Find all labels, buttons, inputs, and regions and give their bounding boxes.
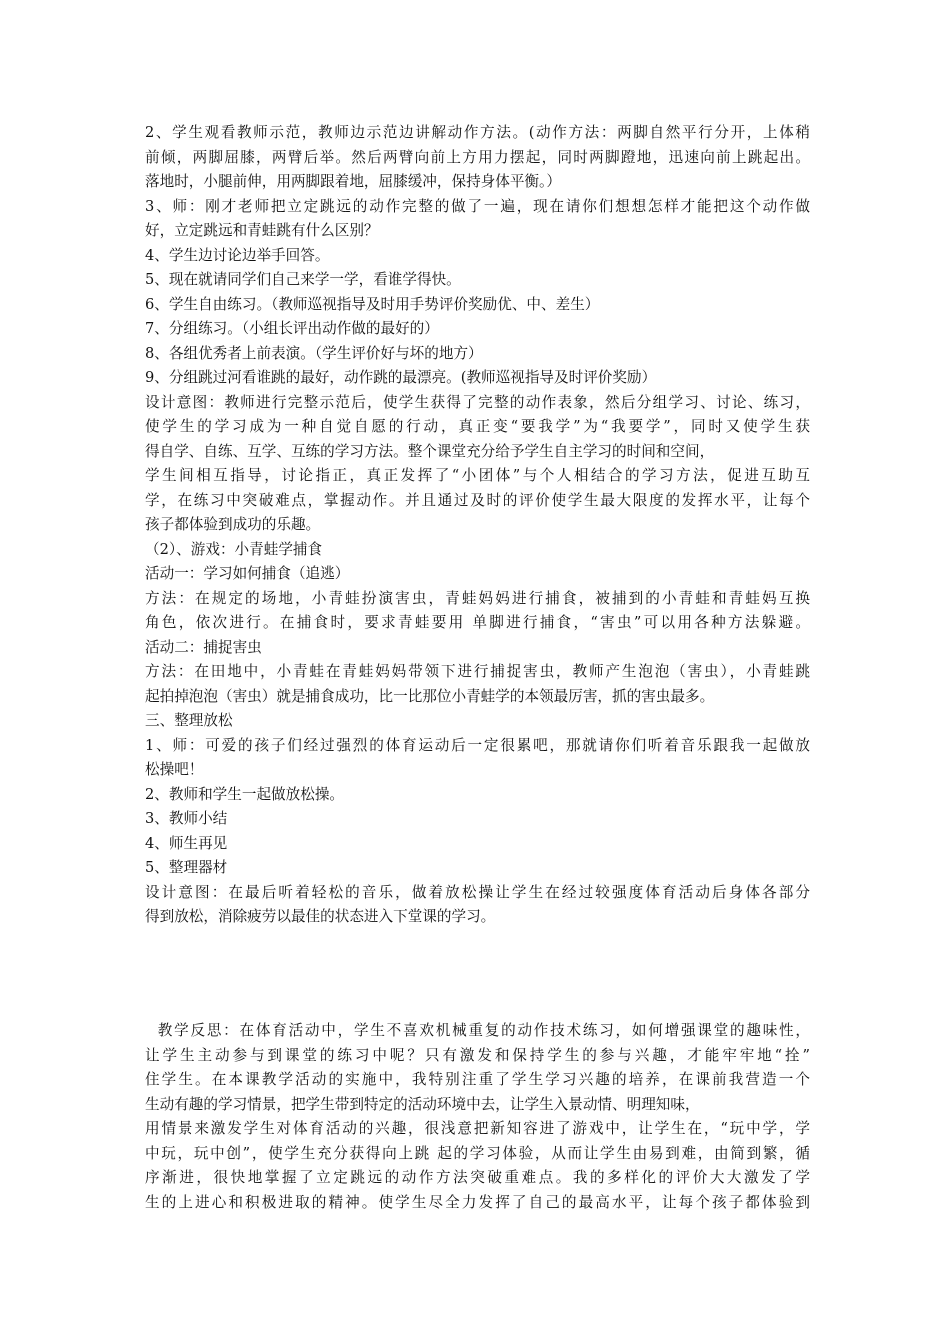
body-line: 得到放松，消除疲劳以最佳的状态进入下堂课的学习。 xyxy=(145,908,496,925)
body-line: 活动二：捕捉害虫 xyxy=(145,638,262,656)
body-line: 4、学生边讨论边举手回答。 xyxy=(145,246,330,264)
body-line: 设计意图：教师进行完整示范后，使学生获得了完整的动作表象，然后分组学习、讨论、练习， xyxy=(145,393,810,411)
body-line: 2、学生观看教师示范，教师边示范边讲解动作方法。(动作方法：两脚自然平行分开，上体稍 xyxy=(145,124,810,141)
body-line: 使学生的学习成为一种自觉自愿的行动，真正变“要我学”为“我要学”，同时又使学生获 xyxy=(145,418,810,435)
body-line: 3、教师小结 xyxy=(145,810,228,827)
body-line: 设计意图：在最后听着轻松的音乐，做着放松操让学生在经过较强度体育活动后身体各部分 xyxy=(145,883,810,901)
body-line: 活动一：学习如何捕食（追逃） xyxy=(145,565,350,582)
body-line: 得自学、自练、互学、互练的学习方法。整个课堂充分给予学生自主学习的时间和空间， xyxy=(145,442,715,460)
body-line: 前倾，两脚屈膝，两臂后举。然后两臂向前上方用力摆起，同时两脚蹬地，迅速向前上跳起出。 xyxy=(145,148,810,166)
body-line: 方法：在田地中，小青蛙在青蛙妈妈带领下进行捕捉害虫，教师产生泡泡（害虫），小青蛙跳 xyxy=(145,663,810,680)
body-line: 4、师生再见 xyxy=(145,834,228,852)
body-line: 落地时，小腿前伸，用两脚跟着地，屈膝缓冲，保持身体平衡。） xyxy=(145,173,561,190)
body-line: 9、分组跳过河看谁跳的最好，动作跳的最漂亮。(教师巡视指导及时评价奖励） xyxy=(145,369,657,386)
reflection-line: 序渐进，很快地掌握了立定跳远的动作方法突破重难点。我的多样化的评价大大激发了学 xyxy=(145,1169,810,1186)
body-line: 起拍掉泡泡（害虫）就是捕食成功，比一比那位小青蛙学的本领最厉害，抓的害虫最多。 xyxy=(145,687,715,705)
body-line: 角色，依次进行。在捕食时，要求青蛙要用 单脚进行捕食，“害虫”可以用各种方法躲避。 xyxy=(145,614,810,631)
body-line: 6、学生自由练习。（教师巡视指导及时用手势评价奖励优、中、差生） xyxy=(145,295,600,313)
lesson-body xyxy=(145,121,810,930)
body-line: 2、教师和学生一起做放松操。 xyxy=(145,785,345,803)
body-line: 松操吧！ xyxy=(145,761,204,778)
body-line: 学，在练习中突破难点，掌握动作。并且通过及时的评价使学生最大限度的发挥水平，让每个 xyxy=(145,491,810,509)
body-line: 7、分组练习。（小组长评出动作做的最好的） xyxy=(145,320,439,337)
body-line: 学生间相互指导，讨论指正，真正发挥了“小团体”与个人相结合的学习方法，促进互助互 xyxy=(145,467,810,484)
body-line: 孩子都体验到成功的乐趣。 xyxy=(145,516,321,533)
body-line: 3、师：刚才老师把立定跳远的动作完整的做了一遍，现在请你们想想怎样才能把这个动作做 xyxy=(145,197,810,215)
reflection-line: 生动有趣的学习情景，把学生带到特定的活动环境中去，让学生入景动情、明理知味， xyxy=(145,1095,700,1113)
body-line: 1、师：可爱的孩子们经过强烈的体育运动后一定很累吧，那就请你们听着音乐跟我一起做放 xyxy=(145,736,810,754)
body-line: 方法：在规定的场地，小青蛙扮演害虫，青蛙妈妈进行捕食，被捕到的小青蛙和青蛙妈互换 xyxy=(145,589,810,607)
reflection-line: 中玩，玩中创”，使学生充分获得向上跳 起的学习体验，从而让学生由易到难，由简到繁，循 xyxy=(145,1144,810,1162)
reflection-line: 让学生主动参与到课堂的练习中呢？只有激发和保持学生的参与兴趣，才能牢牢地“拴” xyxy=(145,1046,810,1064)
body-line: 5、整理器材 xyxy=(145,859,228,876)
body-line: 5、现在就请同学们自己来学一学，看谁学得快。 xyxy=(145,271,461,288)
reflection-line: 教学反思：在体育活动中，学生不喜欢机械重复的动作技术练习，如何增强课堂的趣味性， xyxy=(145,1022,810,1039)
body-line: 8、各组优秀者上前表演。（学生评价好与坏的地方） xyxy=(145,344,483,362)
teaching-reflection xyxy=(145,1019,810,1215)
reflection-line: 生的上进心和积极进取的精神。使学生尽全力发挥了自己的最高水平，让每个孩子都体验到 xyxy=(145,1193,810,1211)
body-line: （2）、游戏：小青蛙学捕食 xyxy=(145,540,323,558)
reflection-line: 用情景来激发学生对体育活动的兴趣，很浅意把新知容进了游戏中，让学生在，“玩中学，学 xyxy=(145,1120,810,1137)
body-line: 三、整理放松 xyxy=(145,712,233,729)
reflection-line: 住学生。在本课教学活动的实施中，我特别注重了学生学习兴趣的培养，在课前我营造一个 xyxy=(145,1071,810,1088)
body-line: 好，立定跳远和青蛙跳有什么区别？ xyxy=(145,222,379,239)
